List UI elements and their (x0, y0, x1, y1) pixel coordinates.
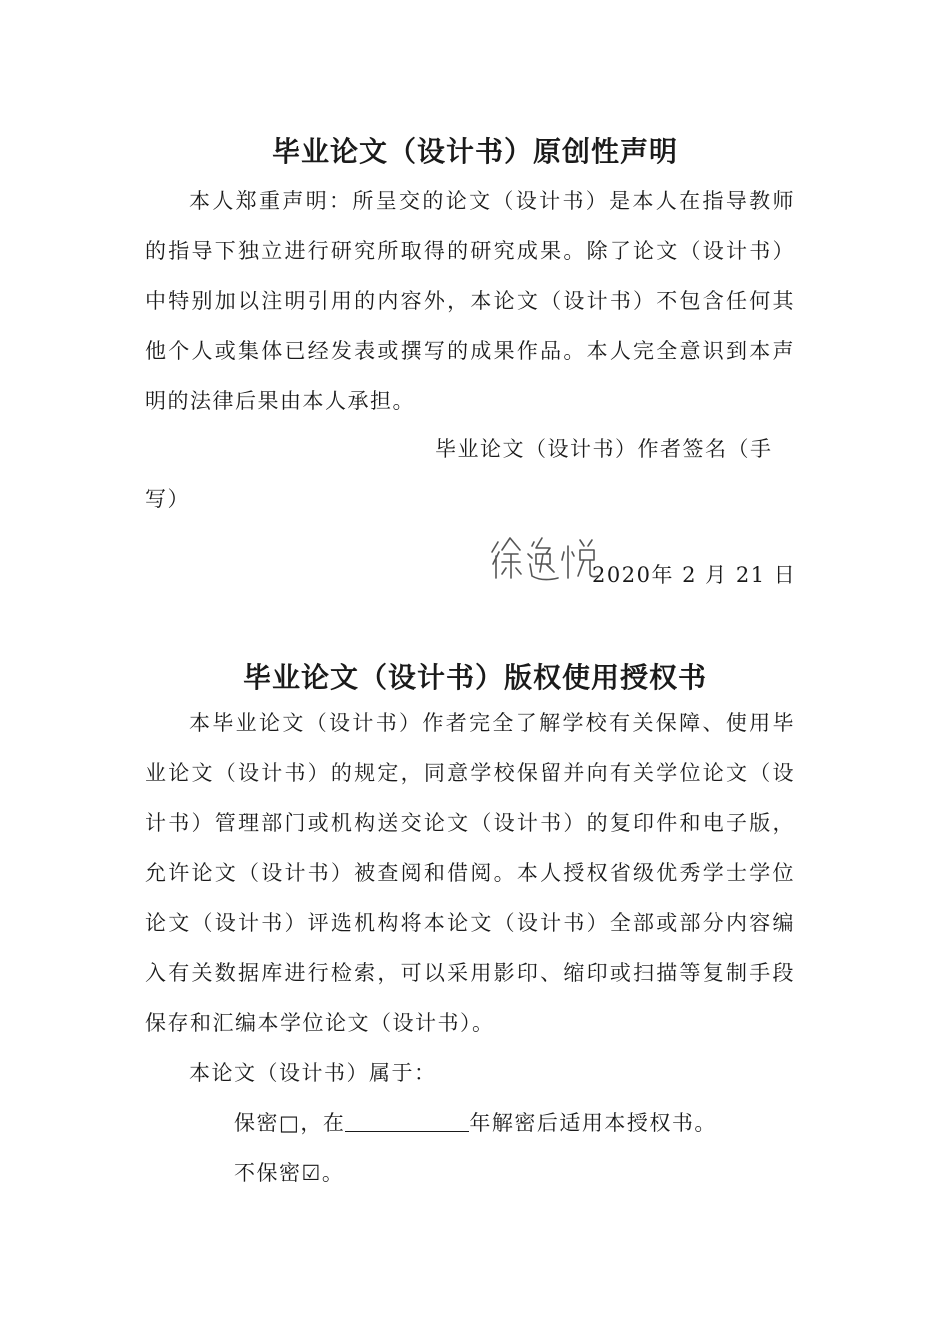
signature-label: 毕业论文（设计书）作者签名（手 (435, 437, 773, 461)
authorization-title: 毕业论文（设计书）版权使用授权书 (242, 661, 707, 694)
declaration-body: 本人郑重声明：所呈交的论文（设计书）是本人在指导教师的指导下独立进行研究所取得的研究成果。除了论文（设计书）中特别加以注明引用的内容外，本论文（设计书）不包含任何其他个人或集体已经发表或撰写的成果作品。本人完全意识到本声明的法律后果由本人承担。 (145, 189, 795, 413)
option-not-confidential: 不保密☑。 (234, 1161, 345, 1185)
declaration-title: 毕业论文（设计书）原创性声明 (271, 135, 678, 168)
declassify-year-blank (345, 1111, 469, 1132)
authorization-body: 本毕业论文（设计书）作者完全了解学校有关保障、使用毕业论文（设计书）的规定，同意学校保留并向有关学位论文（设计书）管理部门或机构送交论文（设计书）的复印件和电子版，允许论文（设计书）被查阅和借阅。本人授权省级优秀学士学位论文（设计书）评选机构将本论文（设计书）全部或部分内容编入有关数据库进行检索，可以采用影印、缩印或扫描等复制手段保存和汇编本学位论文（设计书）。 (145, 711, 795, 1035)
handwritten-signature (488, 532, 600, 586)
option-confidential-suffix: 年解密后适用本授权书。 (469, 1111, 717, 1135)
belongs-label: 本论文（设计书）属于： (189, 1061, 437, 1085)
option-confidential-prefix: 保密□，在 (234, 1111, 346, 1135)
option-confidential (234, 1108, 717, 1138)
signature-date: 2020年 2 月 21 日 (592, 563, 797, 587)
signature-label-continued: 写） (145, 487, 190, 511)
